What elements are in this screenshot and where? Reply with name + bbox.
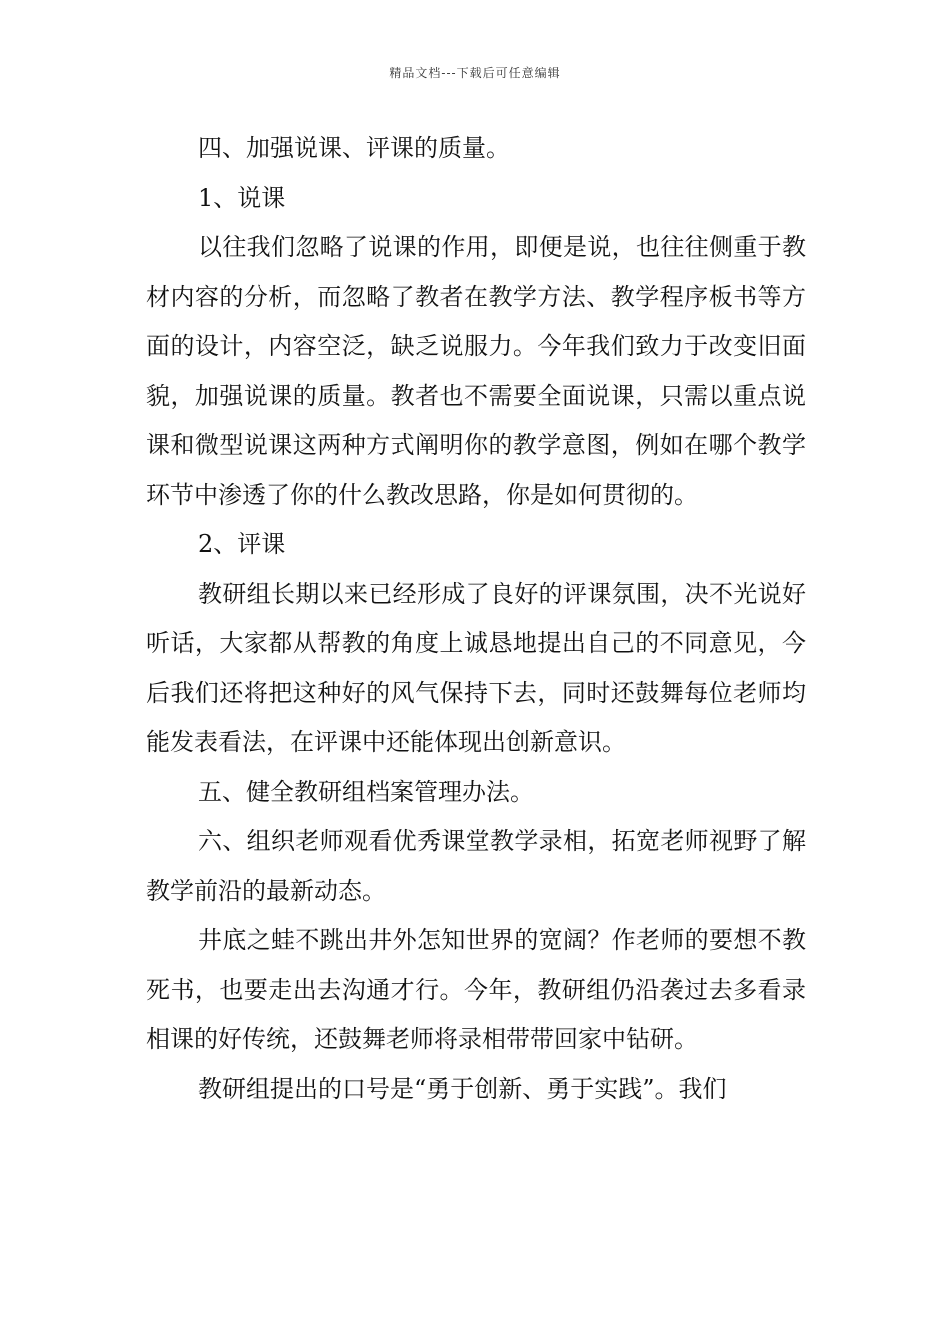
subheading-shuoke: 1、说课: [198, 183, 286, 212]
paragraph-video-body: 井底之蛙不跳出井外怎知世界的宽阔？作老师的要想不教死书，也要走出去沟通才行。今年，教研组仍沿袭过去多看录相课的好传统，还鼓舞老师将录相带带回家中钻研。: [146, 926, 806, 1053]
subheading-pingke: 2、评课: [198, 530, 286, 558]
document-body: [146, 124, 806, 1114]
section-heading-4: 四、加强说课、评课的质量。: [198, 134, 510, 162]
paragraph-slogan: 教研组提出的口号是“勇于创新、勇于实践”。我们: [198, 1074, 727, 1103]
paragraph-pingke-body: 教研组长期以来已经形成了良好的评课氛围，决不光说好听话，大家都从帮教的角度上诚恳地提出自己的不同意见，今后我们还将把这种好的风气保持下去，同时还鼓舞每位老师均能发表看法，在评课中还能体现出创新意识。: [146, 579, 806, 756]
page-header: 精品文档---下载后可任意编辑: [389, 66, 561, 80]
section-heading-6: 六、组织老师观看优秀课堂教学录相，拓宽老师视野了解教学前沿的最新动态。: [146, 827, 806, 905]
paragraph-shuoke-body: 以往我们忽略了说课的作用，即便是说，也往往侧重于教材内容的分析，而忽略了教者在教学方法、教学程序板书等方面的设计，内容空泛，缺乏说服力。今年我们致力于改变旧面貌，加强说课的质量。教者也不需要全面说课，只需以重点说课和微型说课这两种方式阐明你的教学意图，例如在哪个教学环节中渗透了你的什么教改思路，你是如何贯彻的。: [146, 233, 806, 509]
section-heading-5: 五、健全教研组档案管理办法。: [198, 777, 534, 806]
